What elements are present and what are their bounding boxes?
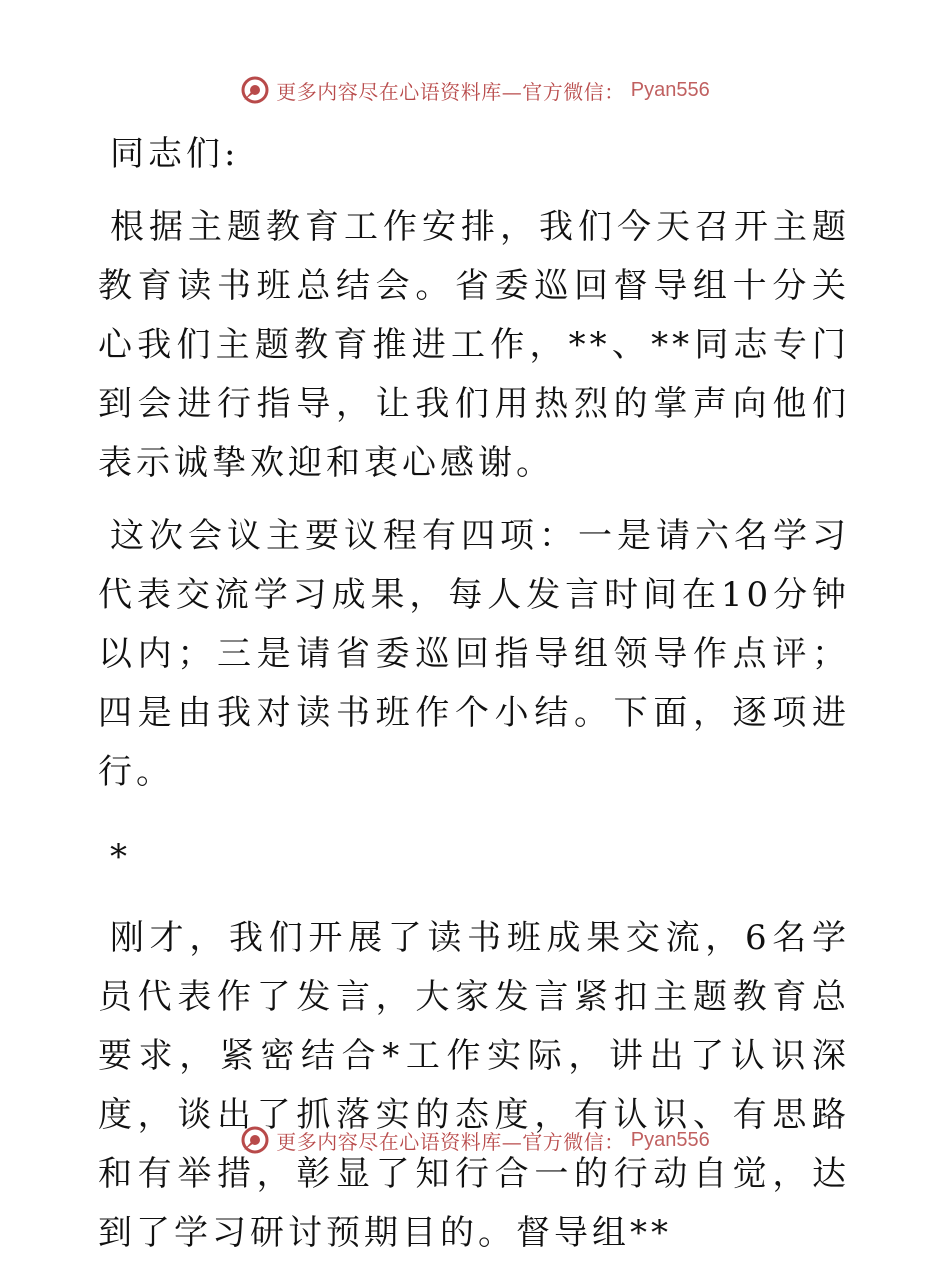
document-body bbox=[98, 125, 850, 1263]
salutation: 同志们: bbox=[110, 134, 240, 174]
paragraph-agenda: 这次会议主要议程有四项：一是请六名学习代表交流学习成果，每人发言时间在10分钟以内；三是请省委巡回指导组领导作点评；四是由我对读书班作个小结。下面，逐项进行。 bbox=[98, 516, 850, 792]
section-separator: * bbox=[110, 837, 131, 877]
footer-watermark bbox=[0, 1122, 950, 1158]
watermark-account: Pyan556 bbox=[630, 78, 710, 101]
watermark-text: 更多内容尽在心语资料库—官方微信： bbox=[276, 79, 625, 104]
paragraph-opening: 根据主题教育工作安排，我们今天召开主题教育读书班总结会。省委巡回督导组十分关心我们主题教育推进工作，**、**同志专门到会进行指导，让我们用热烈的掌声向他们表示诚挚欢迎和衷心感谢。 bbox=[98, 207, 850, 483]
watermark-logo-icon bbox=[240, 75, 270, 105]
paragraph-summary: 刚才，我们开展了读书班成果交流，6名学员代表作了发言，大家发言紧扣主题教育总要求，紧密结合*工作实际，讲出了认识深度，谈出了抓落实的态度，有认识、有思路和有举措，彰显了知行合一的行动自觉，达到了学习研讨预期目的。督导组** bbox=[98, 918, 850, 1253]
watermark-logo-icon bbox=[240, 1125, 270, 1155]
watermark-account: Pyan556 bbox=[630, 1128, 710, 1151]
header-watermark bbox=[0, 72, 950, 108]
watermark-text: 更多内容尽在心语资料库—官方微信： bbox=[276, 1129, 625, 1154]
